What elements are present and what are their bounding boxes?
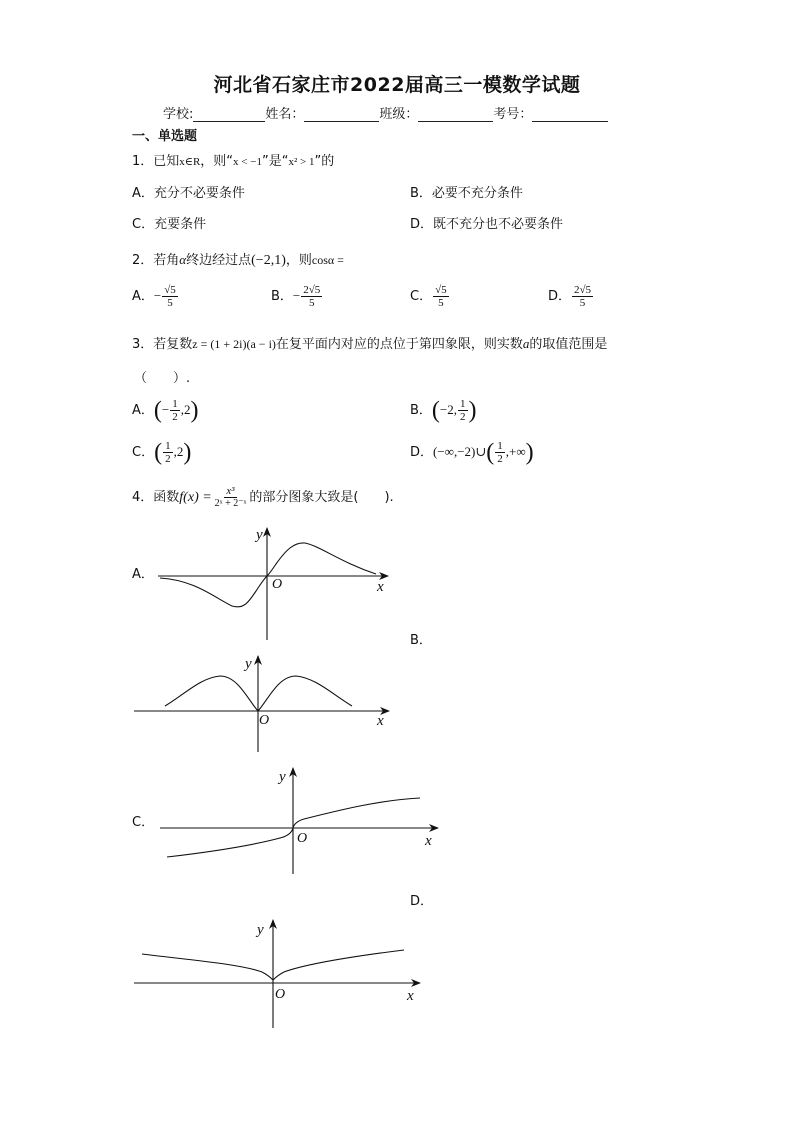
graph-option-b[interactable] bbox=[134, 656, 389, 752]
graph-option-c[interactable] bbox=[160, 768, 438, 874]
denominator: 5 bbox=[438, 297, 444, 309]
numerator: √5 bbox=[164, 284, 176, 296]
math-expr: z = (1 + 2i)(a − i) bbox=[192, 337, 276, 351]
stem-text: ”是“ bbox=[261, 154, 289, 169]
stem-text: 函数 bbox=[153, 490, 180, 505]
axis-label-x: x bbox=[407, 988, 414, 1004]
page-title: 河北省石家庄市2022届高三一模数学试题 bbox=[213, 74, 581, 96]
math-sign: − bbox=[292, 288, 301, 303]
math-expr: f(x) = bbox=[179, 490, 212, 505]
name-label: 姓名： bbox=[265, 107, 305, 122]
numerator: 2√5 bbox=[303, 284, 321, 296]
q4-option-a-label[interactable]: A． bbox=[132, 567, 154, 582]
q4-option-c-label[interactable]: C． bbox=[132, 815, 155, 830]
section-title: 一、单选题 bbox=[132, 129, 198, 144]
stem-text: 在复平面内对应的点位于第四象限，则实数 bbox=[275, 337, 523, 352]
left-paren: ( bbox=[486, 439, 495, 466]
option-label: C． bbox=[132, 217, 155, 232]
denominator: 2 bbox=[165, 453, 171, 465]
option-label: C． bbox=[410, 289, 433, 304]
id-label: 考号： bbox=[493, 107, 533, 122]
axis-label-y: y bbox=[256, 527, 263, 543]
left-paren: ( bbox=[153, 397, 162, 424]
axis-label-y: y bbox=[257, 922, 264, 938]
numerator: 1 bbox=[497, 440, 503, 452]
graph-option-a[interactable] bbox=[158, 527, 388, 640]
math-text: −2, bbox=[439, 402, 458, 417]
option-label: D． bbox=[410, 445, 434, 460]
origin-label: O bbox=[272, 577, 283, 592]
option-label: A． bbox=[132, 289, 154, 304]
question-number: 2． bbox=[132, 253, 154, 268]
math-expr: cosα = bbox=[311, 253, 344, 267]
math-text: (−∞,−2)∪ bbox=[433, 444, 487, 459]
option-text: 充分不必要条件 bbox=[153, 186, 245, 201]
class-label: 班级： bbox=[379, 107, 419, 122]
question-number: 3． bbox=[132, 337, 154, 352]
math-expr: α bbox=[179, 252, 187, 267]
math-expr: x∈R bbox=[179, 156, 201, 168]
right-paren: ) bbox=[525, 439, 534, 466]
option-label: D． bbox=[410, 217, 434, 232]
denominator: 5 bbox=[167, 297, 173, 309]
math-text: ,2 bbox=[180, 402, 191, 417]
math-expr: a bbox=[522, 336, 530, 351]
axis-label-y: y bbox=[279, 769, 286, 785]
math-expr: x < −1 bbox=[233, 156, 262, 168]
stem-text: 的取值范围是 bbox=[529, 337, 608, 352]
denominator: 2 bbox=[460, 411, 466, 423]
stem-text: 若角 bbox=[153, 253, 180, 268]
school-label: 学校: bbox=[163, 107, 194, 122]
stem-text: ”的 bbox=[314, 154, 335, 169]
question-number: 4． bbox=[132, 490, 154, 505]
math-expr: x² > 1 bbox=[288, 156, 315, 168]
stem-text: 若复数 bbox=[153, 337, 193, 352]
numerator: √5 bbox=[435, 284, 447, 296]
math-sign: − bbox=[153, 288, 162, 303]
numerator: x³ bbox=[226, 485, 235, 497]
question-number: 1． bbox=[132, 154, 154, 169]
origin-label: O bbox=[259, 713, 270, 728]
option-label: B． bbox=[410, 186, 432, 201]
graph-option-d[interactable] bbox=[134, 920, 420, 1028]
math-text: ,+∞ bbox=[505, 444, 526, 459]
q4-option-d-label[interactable]: D． bbox=[410, 894, 434, 909]
answer-blank: （ ）. bbox=[134, 371, 191, 386]
numerator: 1 bbox=[165, 440, 171, 452]
axis-label-x: x bbox=[377, 713, 384, 729]
curve bbox=[160, 543, 376, 607]
stem-text: ，则“ bbox=[200, 154, 234, 169]
denominator: 2ˣ + 2⁻ˣ bbox=[214, 498, 247, 509]
option-label: A． bbox=[132, 186, 154, 201]
left-paren: ( bbox=[431, 397, 440, 424]
option-label: B． bbox=[410, 403, 432, 418]
option-label: C． bbox=[132, 445, 155, 460]
stem-text: 已知 bbox=[153, 154, 180, 169]
option-label: B． bbox=[271, 289, 293, 304]
numerator: 2√5 bbox=[574, 284, 592, 296]
origin-label: O bbox=[275, 987, 286, 1002]
option-text: 既不充分也不必要条件 bbox=[433, 217, 564, 232]
right-paren: ) bbox=[468, 397, 477, 424]
numerator: 1 bbox=[172, 398, 178, 410]
denominator: 5 bbox=[579, 297, 586, 309]
denominator: 5 bbox=[309, 297, 315, 309]
option-text: 必要不充分条件 bbox=[431, 186, 523, 201]
denominator: 2 bbox=[172, 411, 178, 423]
right-paren: ) bbox=[183, 439, 192, 466]
axis-label-y: y bbox=[245, 656, 252, 672]
stem-text: ，则 bbox=[285, 253, 312, 268]
right-paren: ) bbox=[190, 397, 199, 424]
left-paren: ( bbox=[154, 439, 163, 466]
option-label: D． bbox=[548, 289, 572, 304]
origin-label: O bbox=[297, 831, 308, 846]
option-label: A． bbox=[132, 403, 154, 418]
math-text: ,2 bbox=[173, 444, 184, 459]
stem-text: 的部分图象大致是( ). bbox=[249, 490, 394, 505]
denominator: 2 bbox=[497, 453, 503, 465]
axis-label-x: x bbox=[425, 833, 432, 849]
option-text: 充要条件 bbox=[154, 217, 207, 232]
q4-option-b-label[interactable]: B． bbox=[410, 633, 432, 648]
math-text: − bbox=[161, 402, 170, 417]
stem-text: 终边经过点 bbox=[186, 253, 252, 268]
numerator: 1 bbox=[460, 398, 466, 410]
axis-label-x: x bbox=[377, 579, 384, 595]
math-expr: (−2,1) bbox=[251, 253, 286, 268]
